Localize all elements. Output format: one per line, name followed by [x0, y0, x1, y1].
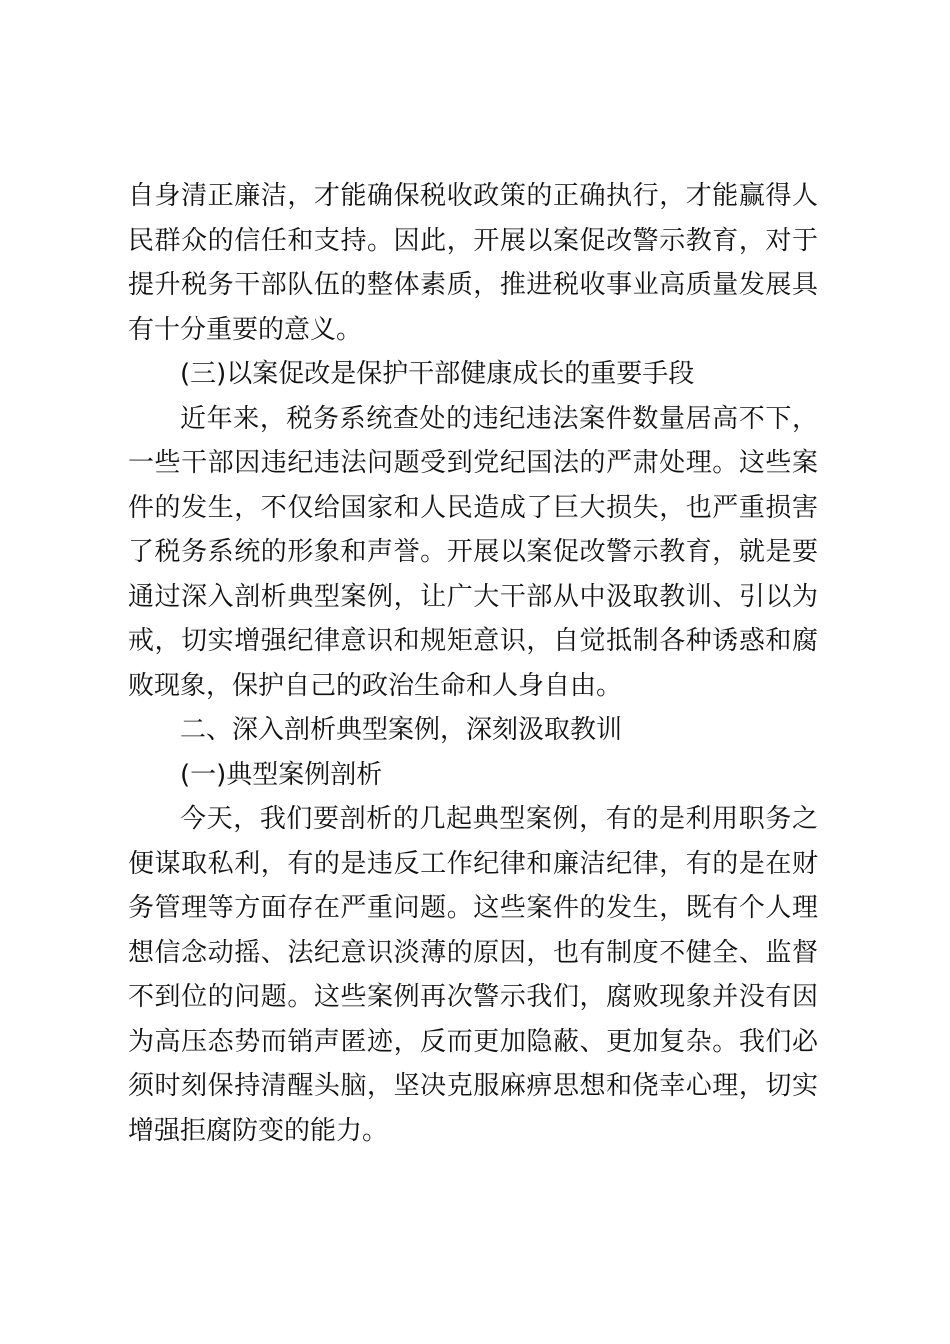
paragraph-continuation: 自身清正廉洁，才能确保税收政策的正确执行，才能赢得人民群众的信任和支持。因此，开展以案促改警示教育，对于提升税务干部队伍的整体素质，推进税收事业高质量发展具有十分重要的意义。	[128, 181, 818, 345]
paragraph-body: 今天，我们要剖析的几起典型案例，有的是利用职务之便谋取私利，有的是违反工作纪律和廉洁纪律，有的是在财务管理等方面存在严重问题。这些案件的发生，既有个人理想信念动摇、法纪意识淡薄的原因，也有制度不健全、监督不到位的问题。这些案例再次警示我们，腐败现象并没有因为高压态势而销声匿迹，反而更加隐蔽、更加复杂。我们必须时刻保持清醒头脑，坚决克服麻痹思想和侥幸心理，切实增强拒腐防变的能力。	[128, 804, 818, 1146]
chapter-heading-2: 二、深入剖析典型案例，深刻汲取教训	[180, 715, 623, 745]
document-body	[128, 174, 818, 1153]
section-heading-3: (三)以案促改是保护干部健康成长的重要手段	[180, 359, 695, 389]
section-heading-1: (一)典型案例剖析	[180, 759, 383, 790]
paragraph-body: 近年来，税务系统查处的违纪违法案件数量居高不下，一些干部因违纪违法问题受到党纪国法的严肃处理。这些案件的发生，不仅给国家和人民造成了巨大损失，也严重损害了税务系统的形象和声誉。开展以案促改警示教育，就是要通过深入剖析典型案例，让广大干部从中汲取教训、引以为戒，切实增强纪律意识和规矩意识，自觉抵制各种诱惑和腐败现象，保护自己的政治生命和人身自由。	[128, 403, 818, 701]
